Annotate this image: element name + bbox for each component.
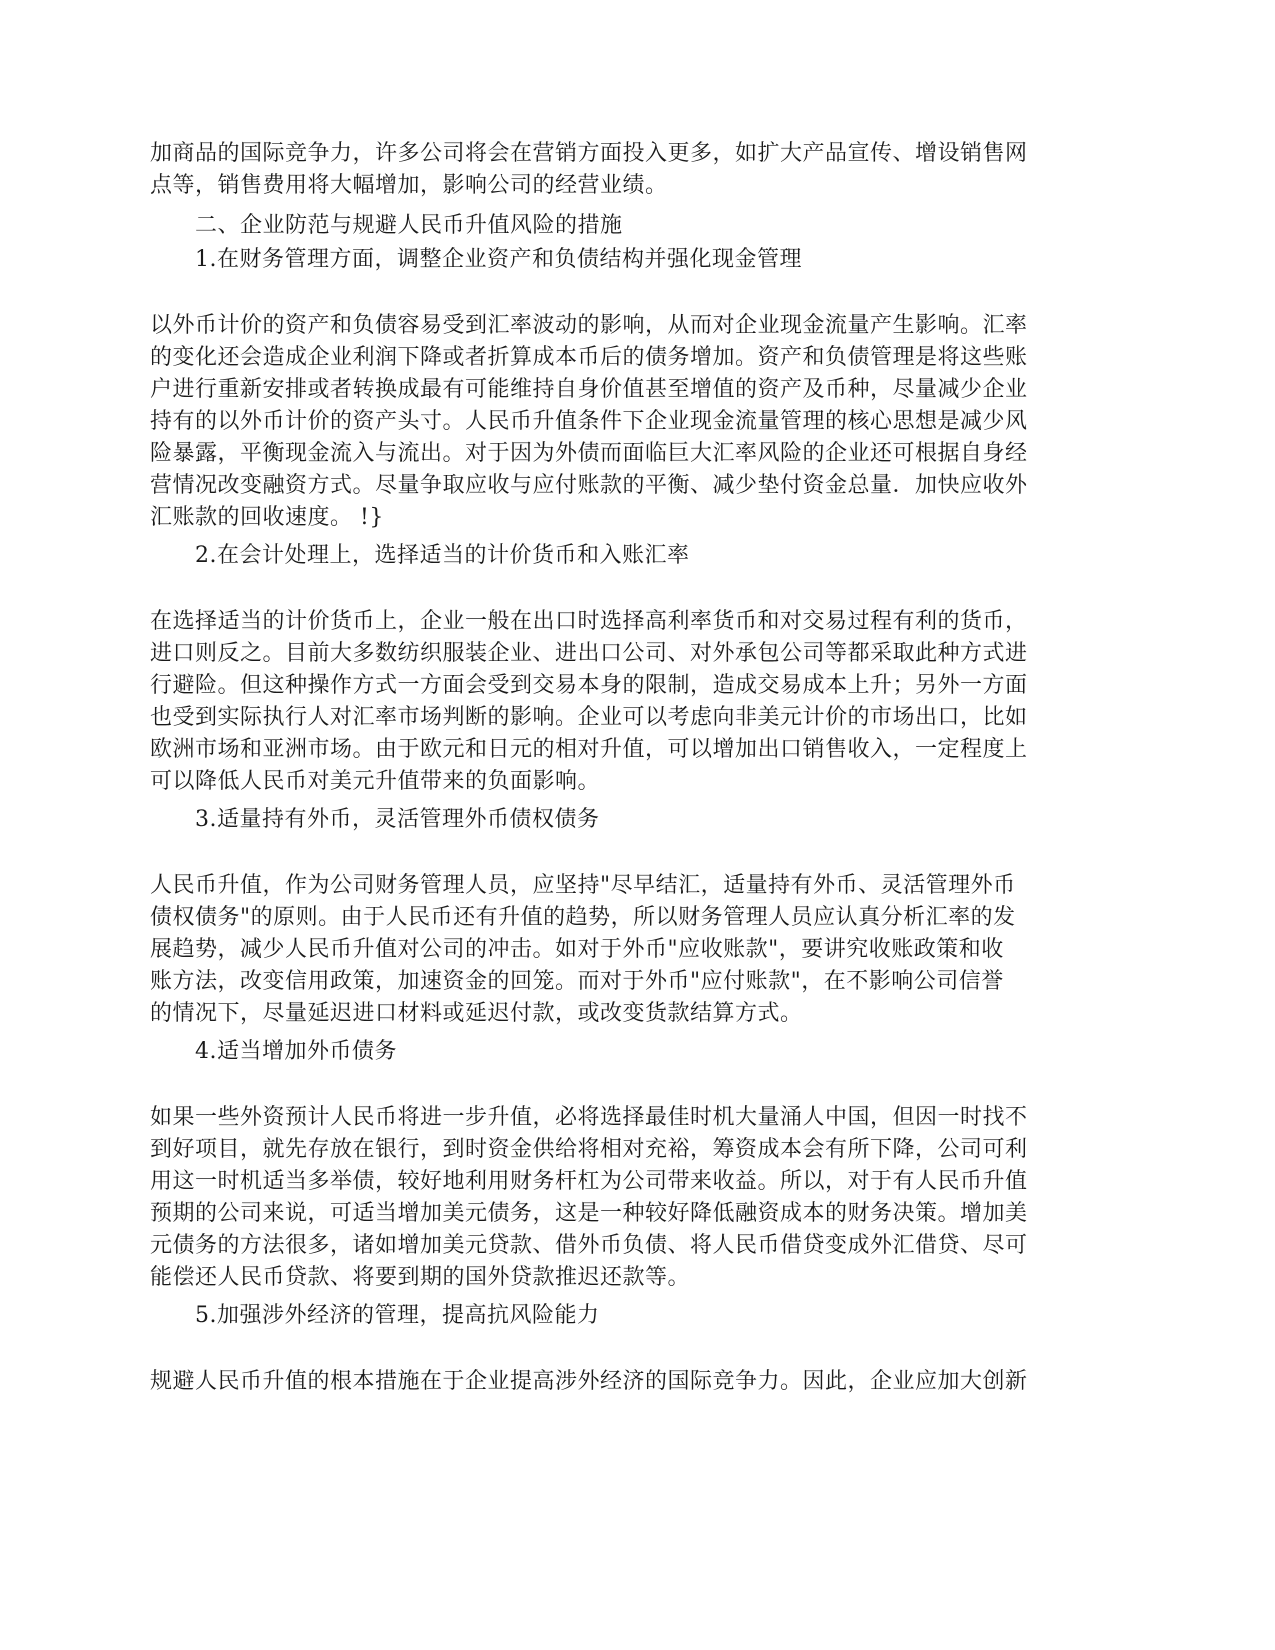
paragraph-line: 账方法，改变信用政策，加速资金的回笼。而对于外币"应付账款"，在不影响公司信誉 [150,969,1004,994]
section-heading: 二、企业防范与规避人民币升值风险的措施 [195,213,623,238]
subsection-heading: 1.在财务管理方面，调整企业资产和负债结构并强化现金管理 [195,247,802,272]
paragraph-line: 汇账款的回收速度。 !} [150,505,384,530]
paragraph-line: 债权债务"的原则。由于人民币还有升值的趋势，所以财务管理人员应认真分析汇率的发 [150,905,1016,930]
paragraph-line: 欧洲市场和亚洲市场。由于欧元和日元的相对升值，可以增加出口销售收入，一定程度上 [150,737,1028,762]
paragraph-line: 用这一时机适当多举债，较好地利用财务杆杠为公司带来收益。所以，对于有人民币升值 [150,1169,1028,1194]
subsection-heading: 4.适当增加外币债务 [195,1039,397,1064]
paragraph-line: 可以降低人民币对美元升值带来的负面影响。 [150,769,601,794]
paragraph-line: 预期的公司来说，可适当增加美元债务，这是一种较好降低融资成本的财务决策。增加美 [150,1201,1028,1226]
paragraph-line: 行避险。但这种操作方式一方面会受到交易本身的限制，造成交易成本上升；另外一方面 [150,673,1028,698]
paragraph-line: 加商品的国际竞争力，许多公司将会在营销方面投入更多，如扩大产品宣传、增设销售网 [150,141,1028,166]
paragraph-line: 能偿还人民币贷款、将要到期的国外贷款推迟还款等。 [150,1265,691,1290]
paragraph-line: 展趋势，减少人民币升值对公司的冲击。如对于外币"应收账款"，要讲究收账政策和收 [150,937,1004,962]
paragraph-line: 到好项目，就先存放在银行，到时资金供给将相对充裕，筹资成本会有所下降，公司可利 [150,1137,1028,1162]
paragraph-line: 进口则反之。目前大多数纺织服装企业、进出口公司、对外承包公司等都采取此种方式进 [150,641,1028,666]
paragraph-line: 险暴露，平衡现金流入与流出。对于因为外债而面临巨大汇率风险的企业还可根据自身经 [150,441,1028,466]
subsection-heading: 5.加强涉外经济的管理，提高抗风险能力 [195,1303,600,1328]
subsection-heading: 3.适量持有外币，灵活管理外币债权债务 [195,807,600,832]
paragraph-line: 点等，销售费用将大幅增加，影响公司的经营业绩。 [150,173,668,198]
paragraph-line: 元债务的方法很多，诸如增加美元贷款、借外币负债、将人民币借贷变成外汇借贷、尽可 [150,1233,1028,1258]
paragraph-line: 户进行重新安排或者转换成最有可能维持自身价值甚至增值的资产及币种，尽量减少企业 [150,377,1028,402]
paragraph-line: 规避人民币升值的根本措施在于企业提高涉外经济的国际竞争力。因此，企业应加大创新 [150,1369,1028,1394]
paragraph-line: 也受到实际执行人对汇率市场判断的影响。企业可以考虑向非美元计价的市场出口，比如 [150,705,1028,730]
paragraph-line: 的变化还会造成企业利润下降或者折算成本币后的债务增加。资产和负债管理是将这些账 [150,345,1028,370]
paragraph-line: 的情况下，尽量延迟进口材料或延迟付款，或改变货款结算方式。 [150,1001,803,1026]
paragraph-line: 如果一些外资预计人民币将进一步升值，必将选择最佳时机大量涌人中国，但因一时找不 [150,1105,1028,1130]
paragraph-line: 在选择适当的计价货币上，企业一般在出口时选择高利率货币和对交易过程有利的货币， [150,609,1028,634]
paragraph-line: 以外币计价的资产和负债容易受到汇率波动的影响，从而对企业现金流量产生影响。汇率 [150,313,1028,338]
paragraph-line: 营情况改变融资方式。尽量争取应收与应付账款的平衡、减少垫付资金总量．加快应收外 [150,473,1028,498]
subsection-heading: 2.在会计处理上，选择适当的计价货币和入账汇率 [195,543,690,568]
paragraph-line: 持有的以外币计价的资产头寸。人民币升值条件下企业现金流量管理的核心思想是减少风 [150,409,1028,434]
paragraph-line: 人民币升值，作为公司财务管理人员，应坚持"尽早结汇，适量持有外币、灵活管理外币 [150,873,1016,898]
